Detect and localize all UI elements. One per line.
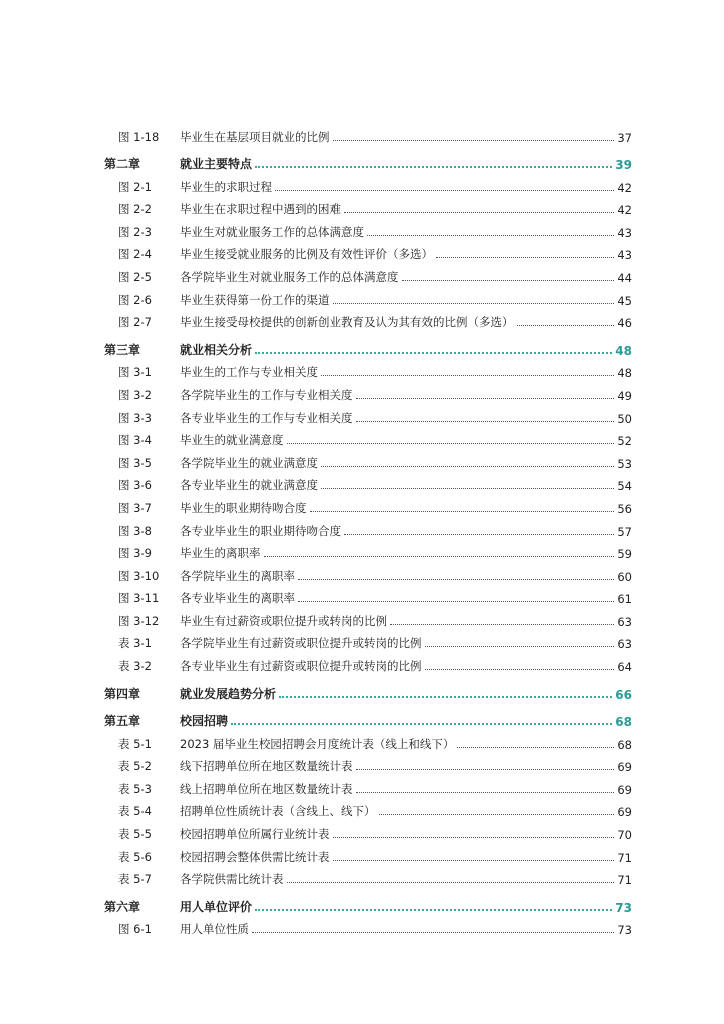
entry-page-number: 44 [617,271,632,286]
entry-title: 就业主要特点 [180,157,253,172]
entry-label: 表 5-1 [118,736,152,751]
dot-leader [344,212,614,213]
dot-leader [264,556,615,557]
dot-leader [321,488,614,489]
entry-title: 毕业生在求职过程中遇到的困难 [180,202,341,217]
entry-label: 图 2-2 [118,202,152,217]
entry-title: 毕业生在基层项目就业的比例 [180,129,330,144]
entry-title: 毕业生的离职率 [180,546,261,561]
dot-leader [321,375,614,376]
toc-figure-entry[interactable] [104,358,632,381]
entry-page-number: 66 [615,687,632,702]
entry-title: 各专业毕业生的工作与专业相关度 [180,410,353,425]
dot-leader [287,443,615,444]
entry-page-number: 42 [617,180,632,195]
entry-title: 各学院毕业生有过薪资或职位提升或转岗的比例 [180,636,422,651]
entry-title: 校园招聘 [180,714,229,729]
toc-figure-entry[interactable] [104,448,632,471]
entry-label: 图 3-11 [118,591,160,606]
dot-leader [517,325,615,326]
entry-page-number: 69 [617,760,632,775]
entry-page-number: 64 [617,660,632,675]
entry-page-number: 68 [615,715,632,730]
entry-label: 第五章 [104,714,141,729]
entry-page-number: 43 [617,225,632,240]
entry-label: 表 5-4 [118,804,152,819]
entry-page-number: 68 [617,737,632,752]
toc-figure-entry[interactable] [104,122,632,145]
dot-leader [425,669,615,670]
dot-leader [275,190,614,191]
toc-figure-entry[interactable] [104,403,632,426]
entry-title: 毕业生接受母校提供的创新创业教育及认为其有效的比例（多选） [180,315,514,330]
entry-label: 表 3-2 [118,659,152,674]
entry-title: 毕业生的就业满意度 [180,433,284,448]
entry-label: 图 3-5 [118,455,152,470]
entry-label: 图 3-7 [118,500,152,515]
dot-leader [287,882,615,883]
toc-figure-entry[interactable] [104,285,632,308]
toc-figure-entry[interactable] [104,561,632,584]
entry-page-number: 52 [617,434,632,449]
entry-page-number: 50 [617,411,632,426]
entry-label: 表 5-3 [118,781,152,796]
toc-chapter-entry[interactable] [104,887,632,915]
toc-figure-entry[interactable] [104,819,632,842]
entry-label: 第六章 [104,899,141,914]
entry-label: 图 3-1 [118,365,152,380]
entry-label: 第二章 [104,157,141,172]
entry-page-number: 63 [617,614,632,629]
entry-page-number: 61 [617,592,632,607]
dot-leader [252,932,614,933]
dot-leader [333,140,615,141]
entry-page-number: 48 [617,366,632,381]
entry-label: 表 5-6 [118,849,152,864]
entry-label: 图 3-8 [118,523,152,538]
entry-title: 各专业毕业生的职业期待吻合度 [180,523,341,538]
entry-title: 毕业生的求职过程 [180,179,272,194]
toc-figure-entry[interactable] [104,729,632,752]
entry-title: 用人单位性质 [180,922,249,937]
dot-leader [279,696,612,698]
entry-label: 图 6-1 [118,922,152,937]
entry-page-number: 42 [617,203,632,218]
dot-leader [298,579,614,580]
dot-leader [379,814,615,815]
toc-figure-entry[interactable] [104,606,632,629]
toc-figure-entry[interactable] [104,426,632,449]
entry-title: 毕业生有过薪资或职位提升或转岗的比例 [180,613,387,628]
entry-page-number: 71 [617,873,632,888]
toc-figure-entry[interactable] [104,797,632,820]
entry-title: 就业相关分析 [180,342,253,357]
entry-page-number: 59 [617,547,632,562]
toc-chapter-entry[interactable] [104,145,632,173]
entry-title: 毕业生的职业期待吻合度 [180,500,307,515]
dot-leader [367,235,614,236]
dot-leader [255,352,612,354]
toc-figure-entry[interactable] [104,629,632,652]
entry-label: 表 5-7 [118,872,152,887]
entry-title: 校园招聘单位所属行业统计表 [180,827,330,842]
entry-label: 图 3-6 [118,478,152,493]
entry-label: 图 2-1 [118,179,152,194]
toc-figure-entry[interactable] [104,865,632,888]
entry-label: 第四章 [104,686,141,701]
dot-leader [333,837,615,838]
entry-label: 图 2-5 [118,270,152,285]
toc-chapter-entry[interactable] [104,674,632,702]
dot-leader [333,303,615,304]
toc-figure-entry[interactable] [104,493,632,516]
toc-chapter-entry[interactable] [104,330,632,358]
entry-page-number: 73 [617,923,632,938]
entry-page-number: 60 [617,569,632,584]
entry-page-number: 53 [617,456,632,471]
entry-page-number: 49 [617,388,632,403]
toc-figure-entry[interactable] [104,240,632,263]
entry-title: 毕业生对就业服务工作的总体满意度 [180,224,364,239]
toc-figure-entry[interactable] [104,308,632,331]
entry-page-number: 45 [617,293,632,308]
entry-title: 各专业毕业生的离职率 [180,591,295,606]
dot-leader [255,909,612,911]
table-of-contents [104,122,632,937]
entry-title: 毕业生接受就业服务的比例及有效性评价（多选） [180,247,433,262]
dot-leader [390,624,614,625]
entry-title: 各专业毕业生有过薪资或职位提升或转岗的比例 [180,659,422,674]
entry-page-number: 54 [617,479,632,494]
dot-leader [321,466,614,467]
entry-label: 图 2-6 [118,292,152,307]
entry-page-number: 48 [615,343,632,358]
toc-figure-entry[interactable] [104,842,632,865]
entry-label: 图 3-10 [118,568,160,583]
toc-figure-entry[interactable] [104,584,632,607]
dot-leader [344,534,614,535]
dot-leader [425,646,615,647]
entry-page-number: 39 [615,158,632,173]
entry-label: 表 5-2 [118,759,152,774]
dot-leader [298,601,614,602]
dot-leader [356,421,615,422]
entry-label: 图 3-3 [118,410,152,425]
entry-label: 图 1-18 [118,129,160,144]
toc-figure-entry[interactable] [104,915,632,938]
dot-leader [333,860,615,861]
entry-title: 线上招聘单位所在地区数量统计表 [180,781,353,796]
entry-page-number: 73 [615,900,632,915]
entry-label: 图 3-12 [118,613,160,628]
entry-page-number: 46 [617,316,632,331]
entry-title: 毕业生的工作与专业相关度 [180,365,318,380]
entry-title: 各学院毕业生的离职率 [180,568,295,583]
entry-title: 各专业毕业生的就业满意度 [180,478,318,493]
entry-label: 图 2-4 [118,247,152,262]
entry-label: 表 5-5 [118,827,152,842]
entry-title: 各学院毕业生的就业满意度 [180,455,318,470]
toc-figure-entry[interactable] [104,217,632,240]
dot-leader [402,280,615,281]
entry-page-number: 71 [617,850,632,865]
dot-leader [356,769,615,770]
dot-leader [310,511,615,512]
toc-chapter-entry[interactable] [104,702,632,730]
entry-page-number: 70 [617,828,632,843]
entry-title: 各学院毕业生的工作与专业相关度 [180,387,353,402]
entry-label: 图 3-9 [118,546,152,561]
entry-page-number: 69 [617,805,632,820]
dot-leader [356,792,615,793]
entry-label: 图 3-4 [118,433,152,448]
entry-page-number: 63 [617,637,632,652]
entry-title: 校园招聘会整体供需比统计表 [180,849,330,864]
toc-figure-entry[interactable] [104,516,632,539]
toc-figure-entry[interactable] [104,752,632,775]
entry-title: 2023 届毕业生校园招聘会月度统计表（线上和线下） [180,736,455,751]
entry-label: 图 2-7 [118,315,152,330]
toc-figure-entry[interactable] [104,172,632,195]
entry-page-number: 56 [617,501,632,516]
entry-label: 第三章 [104,342,141,357]
toc-figure-entry[interactable] [104,539,632,562]
entry-label: 表 3-1 [118,636,152,651]
entry-page-number: 37 [617,130,632,145]
entry-title: 各学院供需比统计表 [180,872,284,887]
toc-figure-entry[interactable] [104,262,632,285]
entry-label: 图 2-3 [118,224,152,239]
entry-page-number: 43 [617,248,632,263]
toc-figure-entry[interactable] [104,471,632,494]
dot-leader [457,747,614,748]
dot-leader [255,166,612,168]
entry-page-number: 57 [617,524,632,539]
dot-leader [231,723,612,725]
entry-title: 用人单位评价 [180,899,253,914]
entry-page-number: 69 [617,782,632,797]
entry-label: 图 3-2 [118,387,152,402]
dot-leader [356,398,615,399]
entry-title: 各学院毕业生对就业服务工作的总体满意度 [180,270,399,285]
toc-figure-entry[interactable] [104,195,632,218]
entry-title: 线下招聘单位所在地区数量统计表 [180,759,353,774]
toc-figure-entry[interactable] [104,774,632,797]
dot-leader [436,257,614,258]
toc-figure-entry[interactable] [104,651,632,674]
entry-title: 毕业生获得第一份工作的渠道 [180,292,330,307]
toc-figure-entry[interactable] [104,380,632,403]
entry-title: 招聘单位性质统计表（含线上、线下） [180,804,376,819]
entry-title: 就业发展趋势分析 [180,686,277,701]
